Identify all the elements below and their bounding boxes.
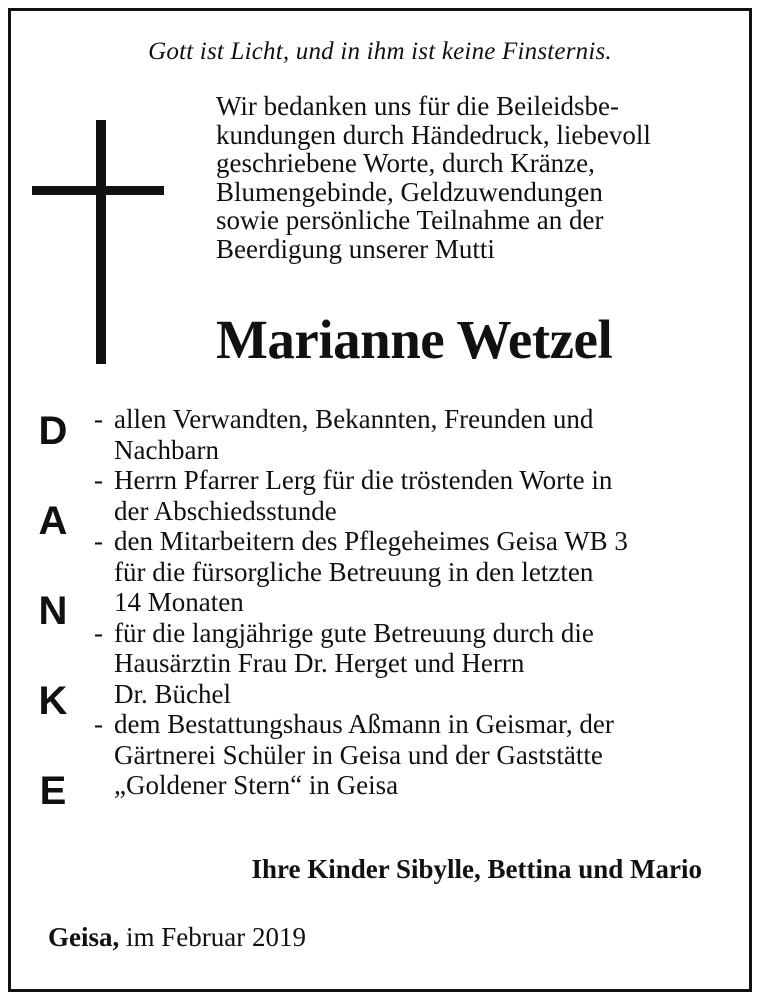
deceased-name: Marianne Wetzel	[216, 309, 613, 370]
motto: Gott ist Licht, und in ihm ist keine Finsternis.	[148, 38, 612, 65]
thanks-line: Hausärztin Frau Dr. Herget und Herrn	[114, 648, 525, 678]
thanks-line: den Mitarbeitern des Pflegeheimes Geisa WB 3	[114, 526, 628, 556]
thanks-item	[94, 526, 734, 618]
thanks-line: „Goldener Stern“ in Geisa	[114, 770, 399, 800]
intro-line: Wir bedanken uns für die Beileidsbe-	[216, 91, 620, 121]
thanks-line: für die fürsorgliche Betreuung in den letzten	[114, 556, 594, 587]
cross-vertical-bar	[96, 120, 106, 364]
thanks-item	[94, 465, 734, 526]
date: im Februar 2019	[126, 922, 306, 952]
place-date	[48, 922, 306, 953]
intro-line: Beerdigung unserer Mutti	[216, 233, 495, 264]
signature-line: Ihre Kinder Sibylle, Bettina und Mario	[251, 854, 702, 884]
thanks-line: Gärtnerei Schüler in Geisa und der Gaststätte	[114, 739, 603, 770]
thanks-line: der Abschiedsstunde	[114, 495, 337, 526]
thanks-item	[94, 404, 734, 465]
intro-line: Blumengebinde, Geldzuwendungen	[216, 176, 603, 207]
thanks-item	[94, 618, 734, 710]
thanks-line: Nachbarn	[114, 434, 219, 465]
danke-letter: D	[38, 409, 68, 453]
dash: -	[94, 404, 103, 434]
place: Geisa,	[48, 922, 120, 952]
thanks-line: dem Bestattungshaus Aßmann in Geismar, der	[114, 709, 614, 739]
cross-horizontal-bar	[32, 186, 164, 195]
intro-text	[216, 92, 736, 263]
dash: -	[94, 617, 103, 648]
thanks-line: 14 Monaten	[114, 587, 244, 617]
thanks-line: für die langjährige gute Betreuung durch die	[114, 617, 594, 648]
thanks-line: Dr. Büchel	[114, 678, 231, 709]
thanks-line: Herrn Pfarrer Lerg für die tröstenden Worte in	[114, 465, 613, 495]
dash: -	[94, 465, 103, 495]
intro-line: sowie persönliche Teilnahme an der	[216, 205, 604, 235]
danke-letter: N	[38, 589, 68, 633]
dash: -	[94, 709, 103, 739]
danke-letter: E	[39, 769, 67, 813]
danke-letter: K	[38, 679, 68, 723]
dash: -	[94, 526, 103, 556]
thanks-list	[94, 404, 734, 801]
thanks-item	[94, 709, 734, 801]
thanks-line: allen Verwandten, Bekannten, Freunden und	[114, 404, 594, 434]
intro-line: geschriebene Worte, durch Kränze,	[216, 148, 595, 178]
danke-vertical	[28, 408, 78, 858]
danke-letter: A	[38, 499, 68, 543]
intro-line: kundungen durch Händedruck, liebevoll	[216, 119, 651, 150]
